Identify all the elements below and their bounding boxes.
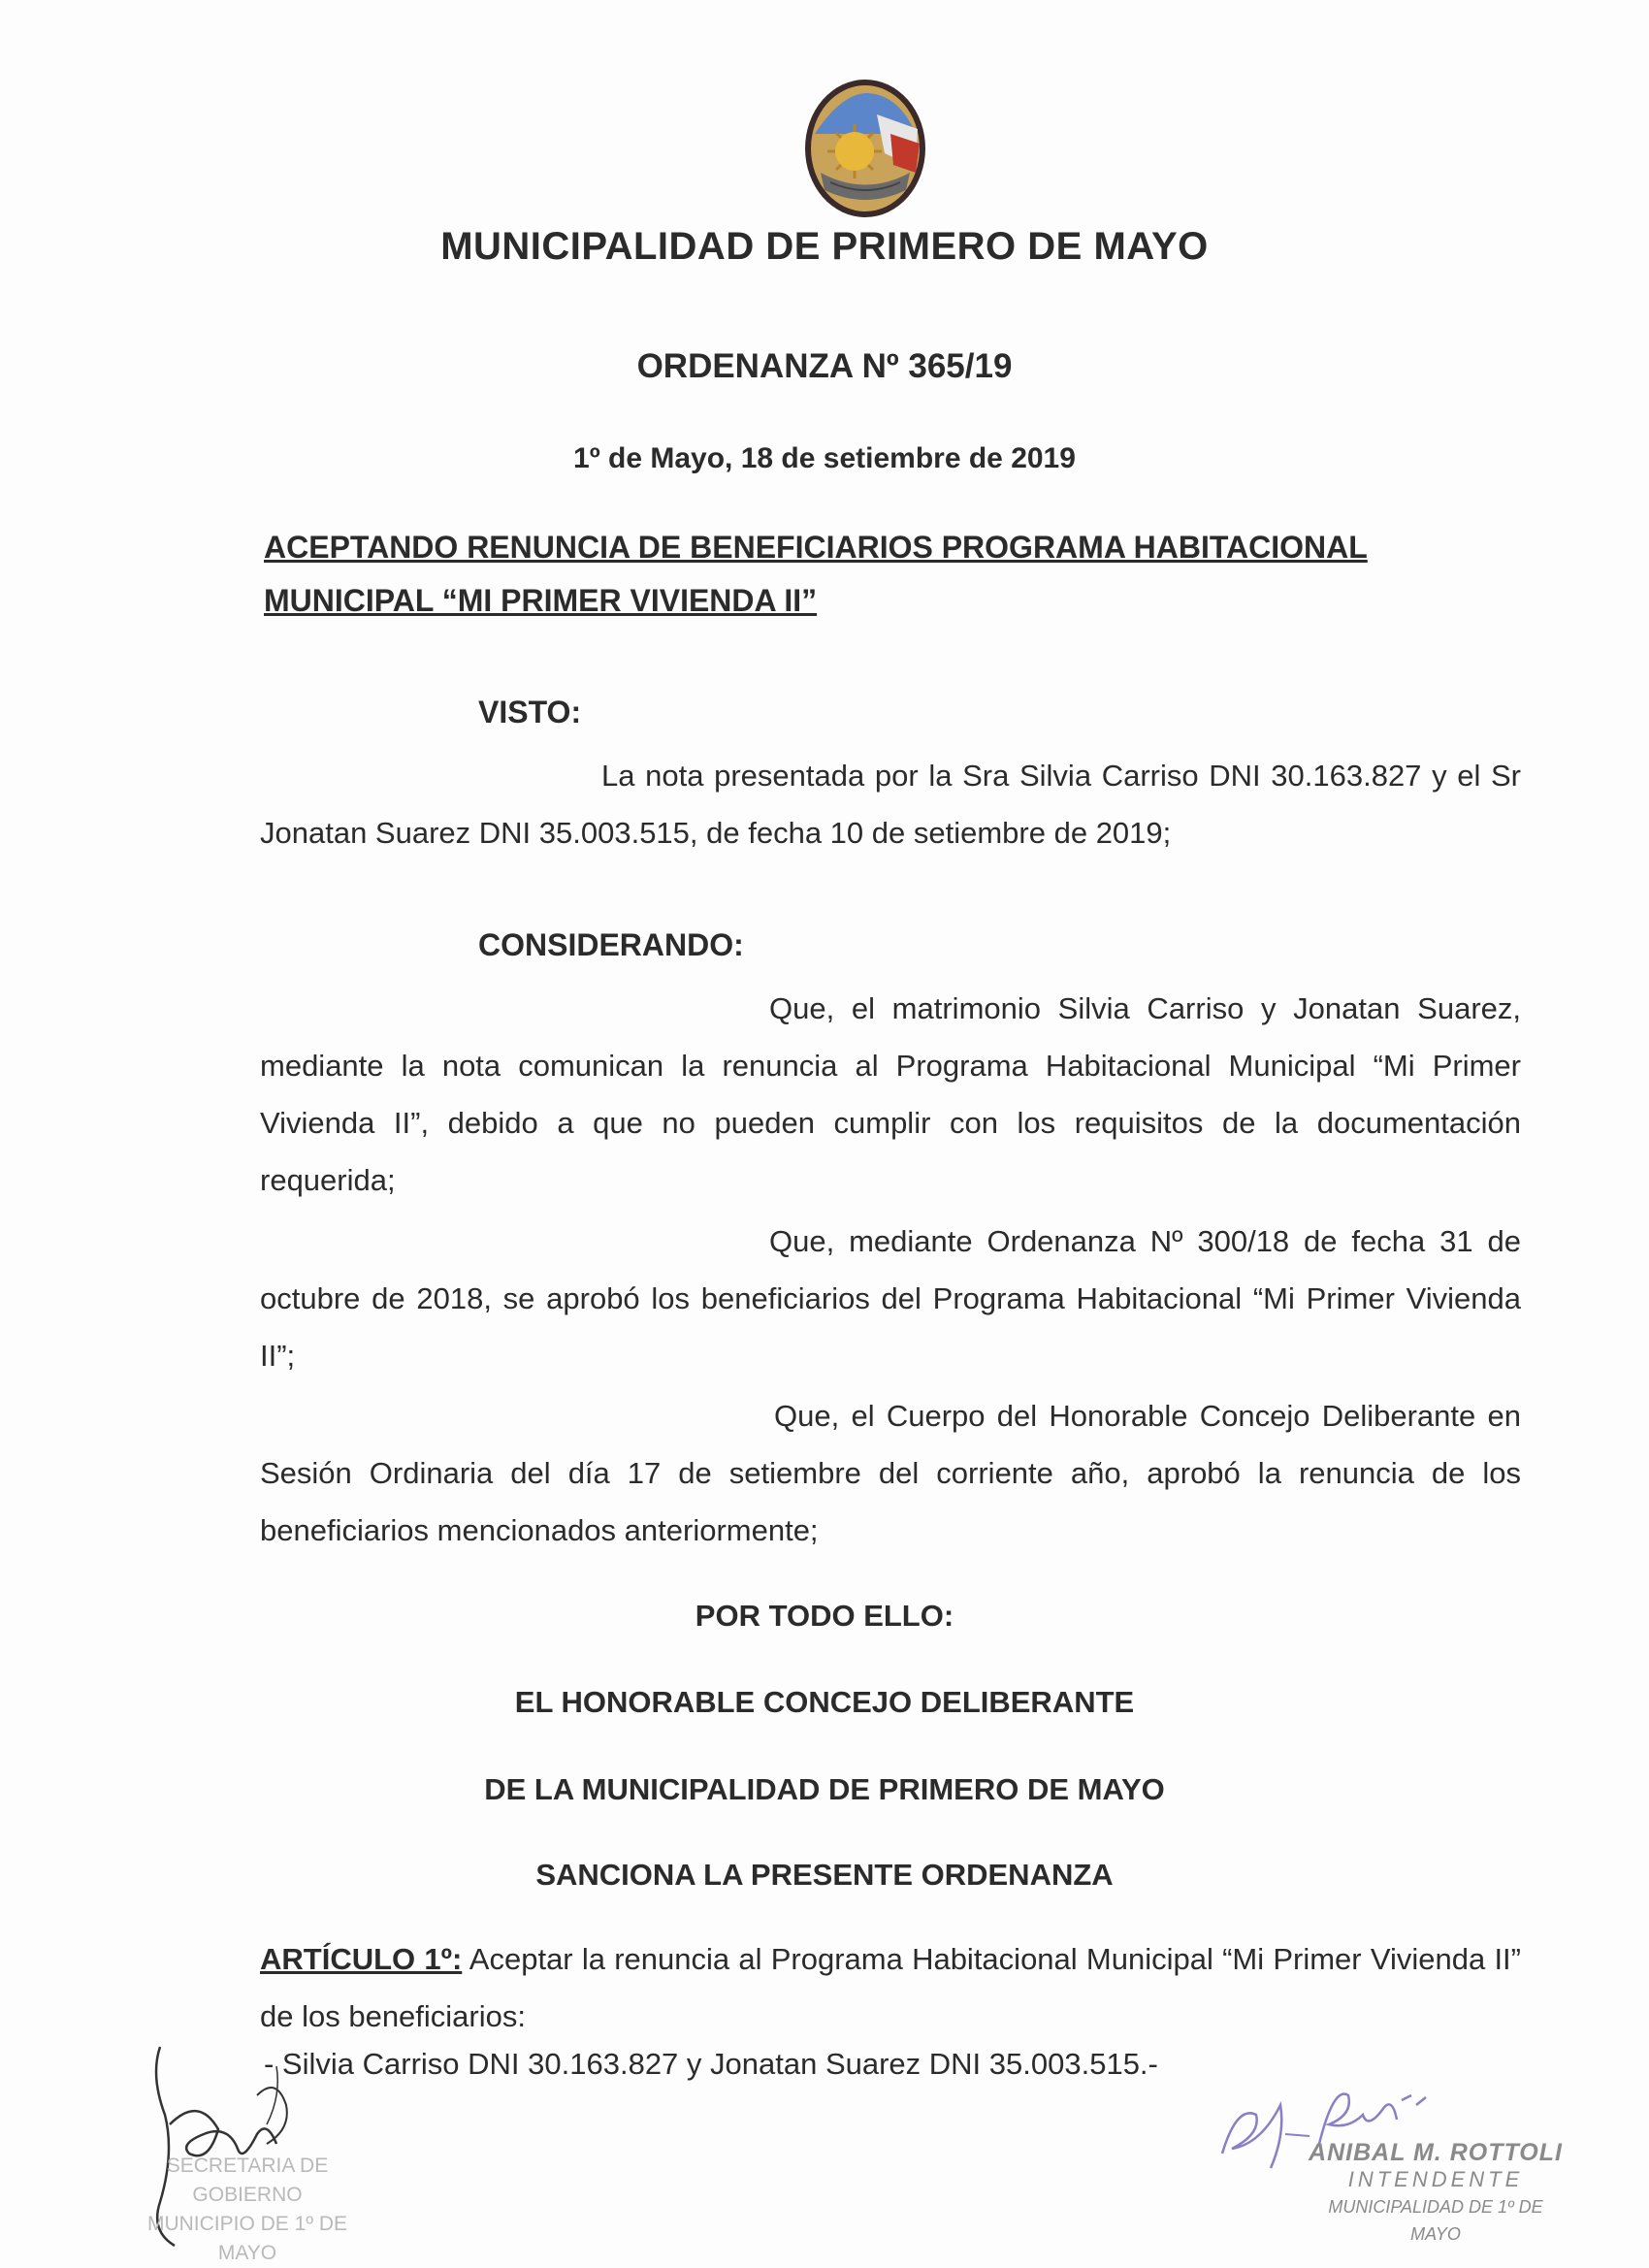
considerando-heading: CONSIDERANDO: xyxy=(478,927,744,962)
considerando-paragraph-2 xyxy=(260,1213,1521,1384)
date-line: 1º de Mayo, 18 de setiembre de 2019 xyxy=(573,442,1076,474)
visto-text: La nota presentada por la Sra Silvia Carriso DNI 30.163.827 y el Sr Jonatan Suarez DNI 35.003.515, de fecha 10 de setiembre de 2019; xyxy=(260,759,1521,850)
ordinance-number: ORDENANZA Nº 365/19 xyxy=(636,347,1013,385)
subject-heading xyxy=(264,521,1476,628)
left-stamp xyxy=(116,2152,378,2268)
municipal-seal-logo xyxy=(801,76,929,221)
visto-paragraph xyxy=(260,747,1521,861)
considerando-text-2: Que, mediante Ordenanza Nº 300/18 de fecha 31 de octubre de 2018, se aprobó los beneficiarios del Programa Habitacional “Mi Primer Vivienda II”; xyxy=(260,1224,1521,1373)
visto-heading: VISTO: xyxy=(478,695,582,729)
article-1-label: ARTÍCULO 1º: xyxy=(260,1942,463,1976)
left-stamp-line-1: SECRETARIA DE GOBIERNO xyxy=(166,2155,329,2206)
resolution-line-2: EL HONORABLE CONCEJO DELIBERANTE xyxy=(514,1685,1135,1719)
subject-line-2: MUNICIPAL “MI PRIMER VIVIENDA II” xyxy=(264,583,818,618)
considerando-paragraph-3 xyxy=(260,1387,1521,1559)
resolution-line-3: DE LA MUNICIPALIDAD DE PRIMERO DE MAYO xyxy=(484,1772,1165,1806)
considerando-text-1: Que, el matrimonio Silvia Carriso y Jonatan Suarez, mediante la nota comunican la renuncia al Programa Habitacional Municipal “Mi Primer Vivienda II”, debido a que no pueden cumplir con los requisitos de la documentación requerida; xyxy=(260,991,1521,1197)
right-stamp-name: ANIBAL M. ROTTOLI xyxy=(1309,2139,1563,2166)
resolution-line-1: POR TODO ELLO: xyxy=(695,1599,954,1633)
considerando-text-3: Que, el Cuerpo del Honorable Concejo Deliberante en Sesión Ordinaria del día 17 de setiembre del corriente año, aprobó la renuncia de los beneficiarios mencionados anteriormente; xyxy=(260,1399,1521,1547)
article-1-beneficiary-item: - Silvia Carriso DNI 30.163.827 y Jonatan Suarez DNI 35.003.515.- xyxy=(264,2047,1158,2081)
left-stamp-line-2: MUNICIPIO DE 1º DE MAYO xyxy=(146,2213,348,2264)
subject-line-1: ACEPTANDO RENUNCIA DE BENEFICIARIOS PROGRAMA HABITACIONAL xyxy=(264,530,1368,565)
article-1-paragraph xyxy=(260,1930,1521,2045)
article-1-text: Aceptar la renuncia al Programa Habitacional Municipal “Mi Primer Vivienda II” de los beneficiarios: xyxy=(260,1942,1521,2033)
considerando-paragraph-1 xyxy=(260,980,1521,1209)
municipality-title: MUNICIPALIDAD DE PRIMERO DE MAYO xyxy=(440,225,1209,268)
right-stamp xyxy=(1305,2139,1567,2248)
resolution-line-4: SANCIONA LA PRESENTE ORDENANZA xyxy=(535,1858,1114,1892)
right-stamp-role: INTENDENTE xyxy=(1347,2167,1524,2191)
right-stamp-place: MUNICIPALIDAD DE 1º DE MAYO xyxy=(1328,2197,1543,2244)
